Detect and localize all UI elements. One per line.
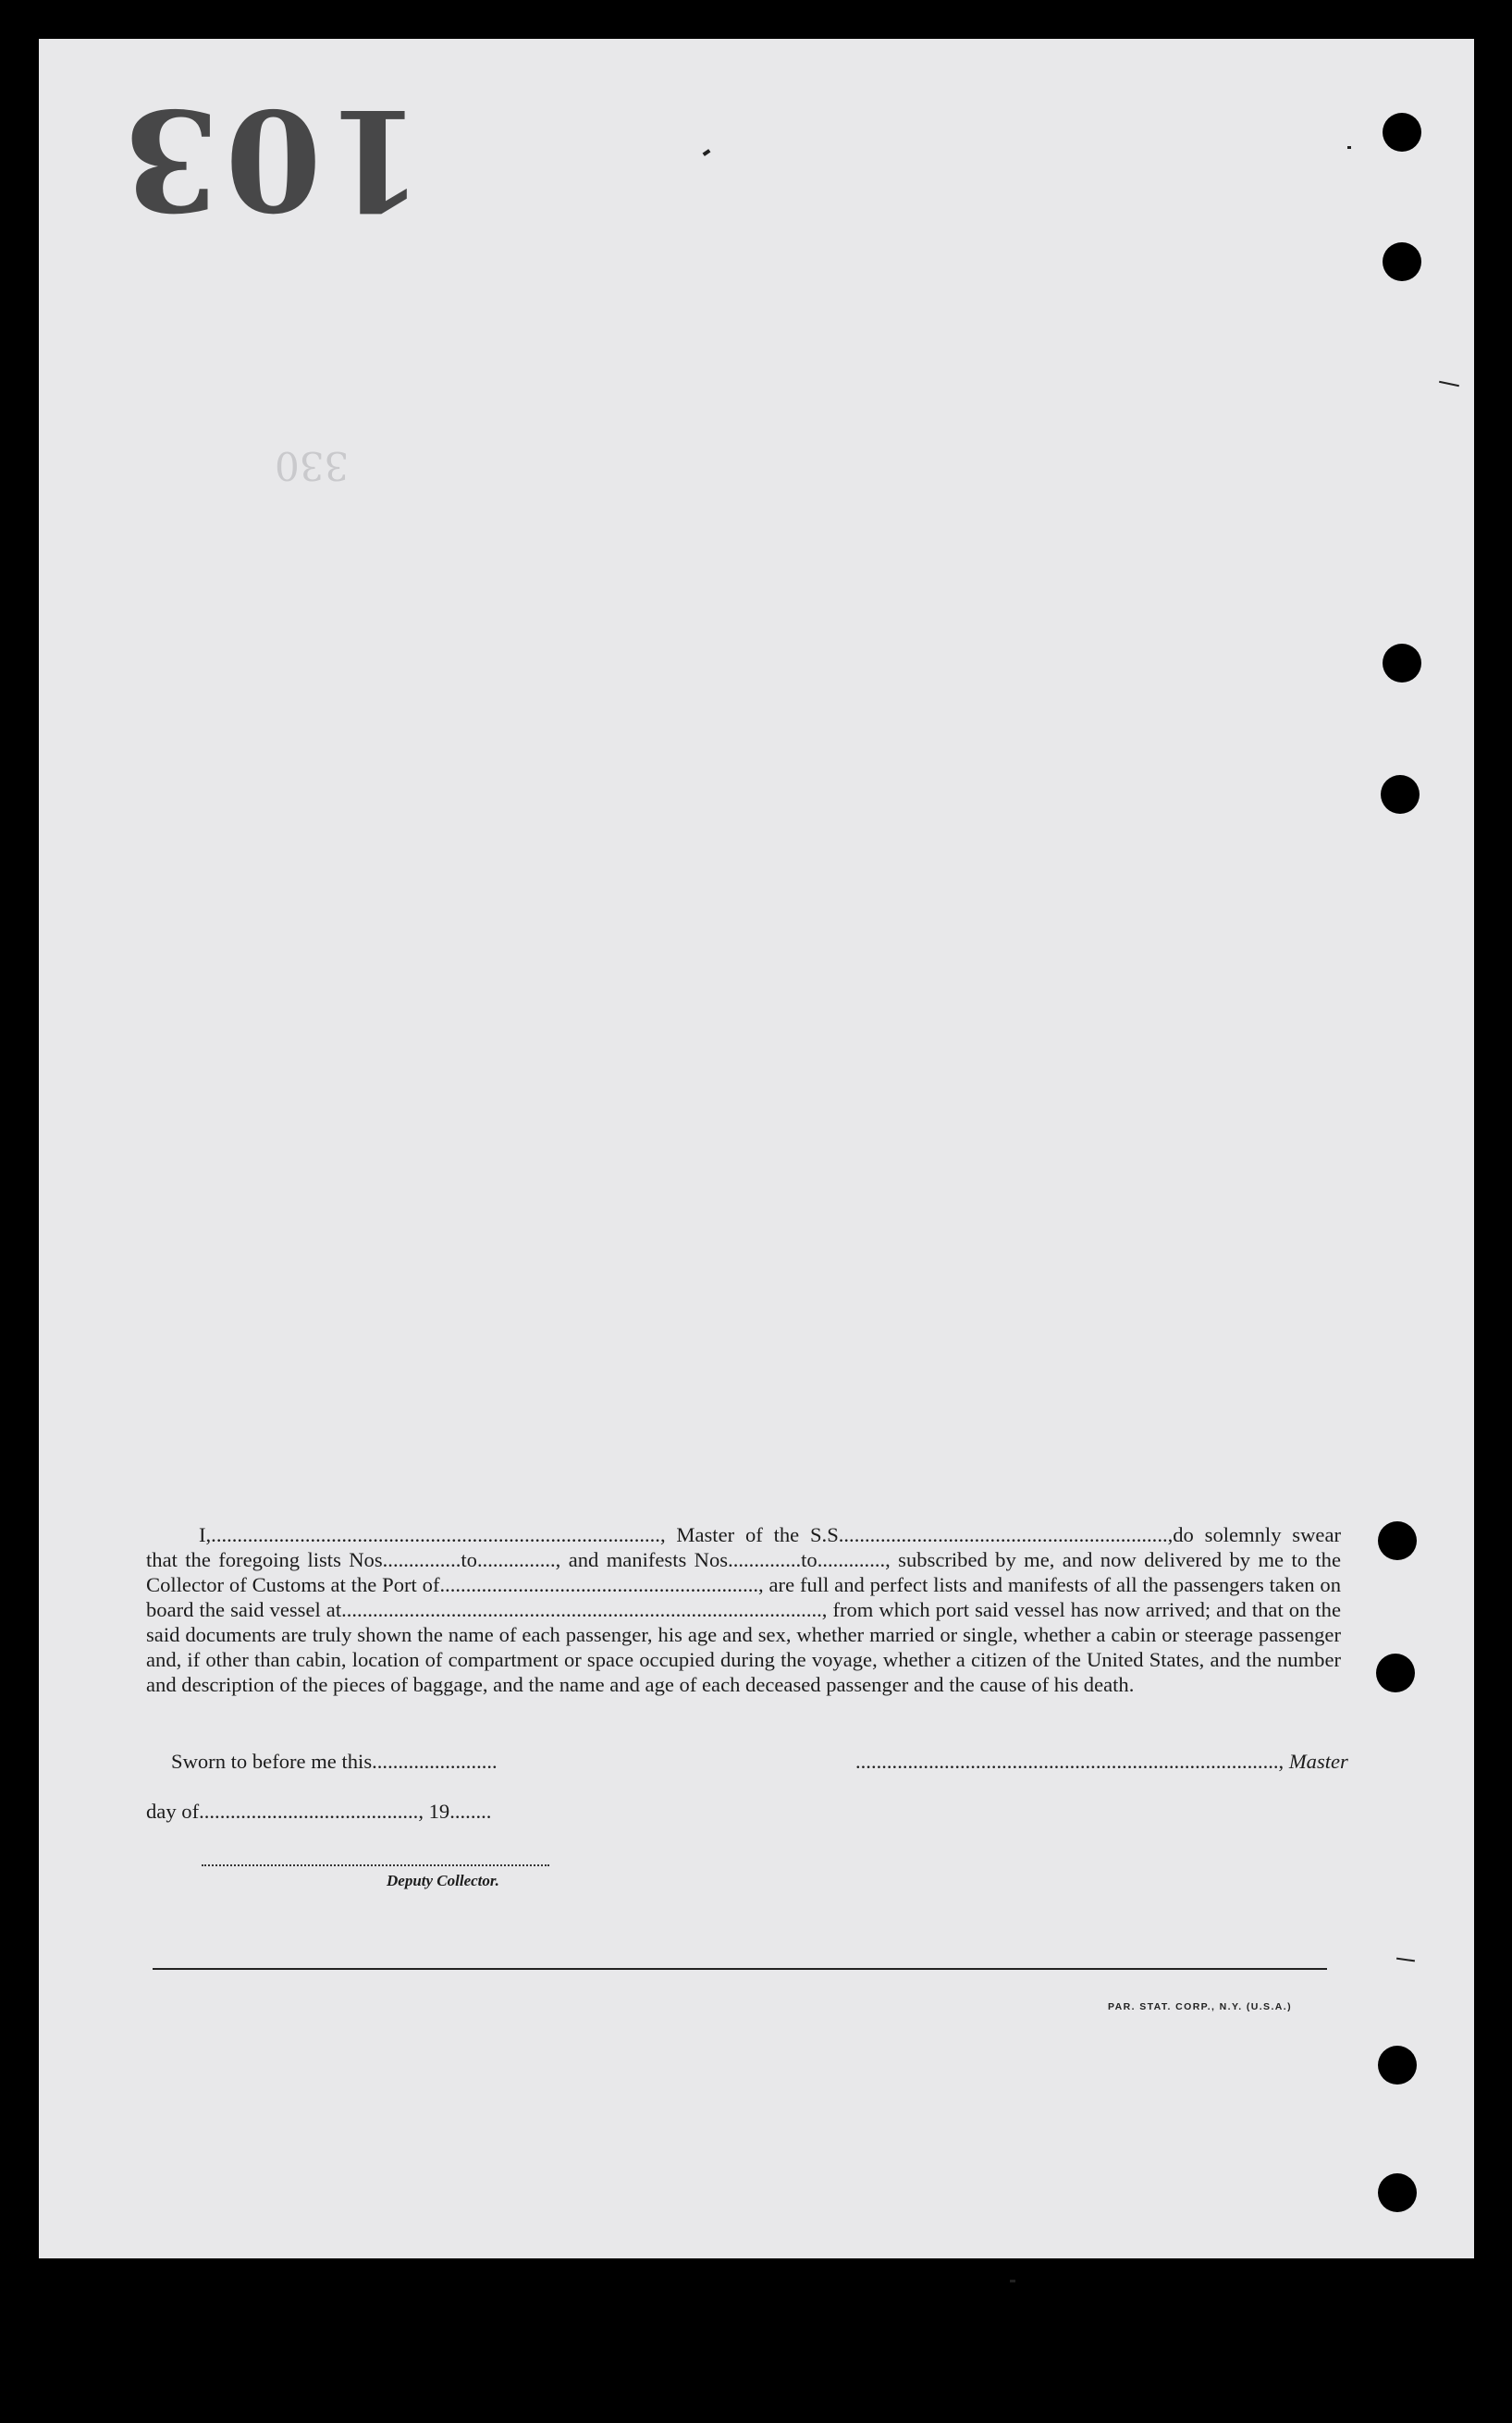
day-of-blank: .........................................., 19........ xyxy=(199,1800,492,1823)
faint-show-through-number: 330 xyxy=(275,443,350,488)
oath-text: I,......................................................................................, Master of the S.S...............................................................,do solemnly swear that the foregoing lists Nos...............to..............., and manifests Nos..............to............., subscribed by me, and now delivered by me to the Collector of Customs at the Port of............................................................., are full and perfect lists and manifests of all the passengers taken on board the said vessel at............................................................................................, from which port said vessel has now arrived; and that on the said documents are truly shown the name of each passenger, his age and sex, whether married or single, whether a cabin or steerage passenger and, if other than cabin, location of compartment or space occupied during the voyage, whether a citizen of the United States, and the number and description of the pieces of baggage, and the name and age of each deceased passenger and the cause of his death. xyxy=(146,1523,1341,1696)
ink-speck xyxy=(1010,2280,1015,2282)
stamp-number: 103 xyxy=(117,78,424,240)
punch-hole-1 xyxy=(1383,113,1421,152)
master-signature-blank: ................................................................................., xyxy=(855,1750,1285,1773)
punch-hole-7 xyxy=(1378,2046,1417,2085)
horizontal-rule xyxy=(153,1968,1327,1970)
master-label: Master xyxy=(1288,1750,1348,1773)
sworn-date-blank: ........................ xyxy=(372,1750,498,1773)
master-signature-line xyxy=(855,1750,1348,1774)
punch-hole-4 xyxy=(1381,775,1420,814)
oath-paragraph xyxy=(146,1522,1341,1697)
punch-hole-5 xyxy=(1378,1521,1417,1560)
day-of-line xyxy=(146,1800,491,1824)
sworn-label-text: Sworn to before me this xyxy=(171,1750,373,1773)
punch-hole-2 xyxy=(1383,242,1421,281)
document-page xyxy=(39,39,1474,2258)
day-of-label: day of xyxy=(146,1800,200,1823)
deputy-signature-line xyxy=(202,1864,549,1866)
deputy-collector-label: Deputy Collector. xyxy=(387,1872,499,1889)
punch-hole-6 xyxy=(1376,1654,1415,1692)
punch-hole-3 xyxy=(1383,644,1421,683)
printer-imprint: PAR. STAT. CORP., N.Y. (U.S.A.) xyxy=(1108,2001,1292,2012)
sworn-label xyxy=(171,1750,498,1774)
ink-speck xyxy=(1347,146,1351,149)
punch-hole-8 xyxy=(1378,2173,1417,2212)
